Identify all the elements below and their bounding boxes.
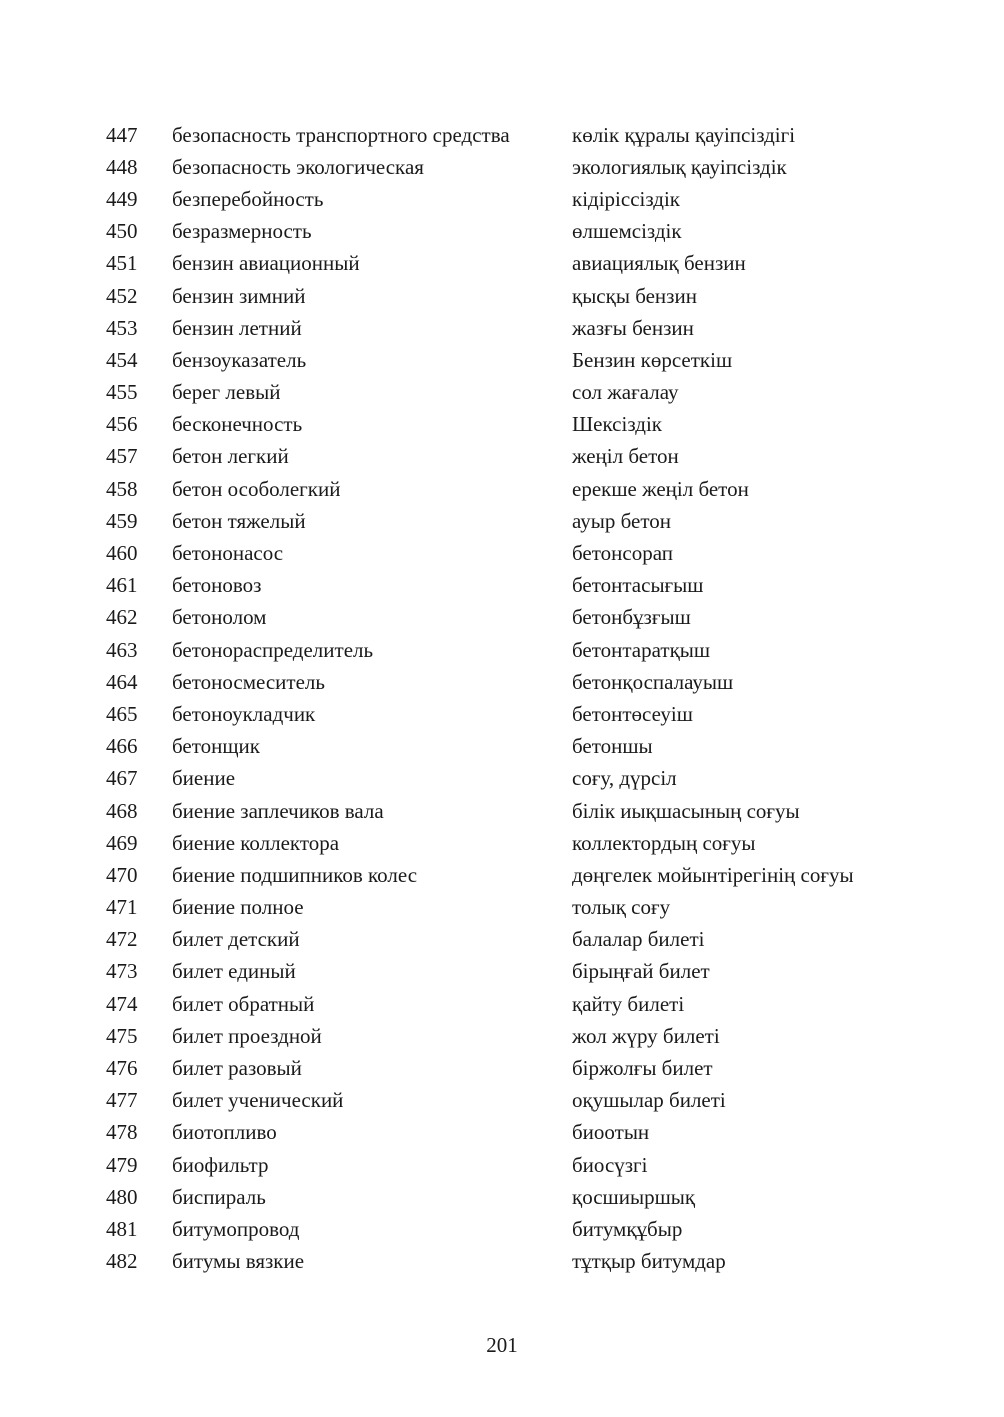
russian-term: безразмерность bbox=[172, 219, 312, 244]
russian-term: билет единый bbox=[172, 959, 296, 984]
entry-number: 447 bbox=[106, 122, 138, 147]
entry-number: 466 bbox=[106, 734, 138, 759]
entry-number: 456 bbox=[106, 412, 138, 437]
russian-term: биение полное bbox=[172, 895, 304, 920]
kazakh-term: экологиялық қауіпсіздік bbox=[572, 154, 787, 179]
russian-term: бетонщик bbox=[172, 734, 260, 759]
glossary-entry bbox=[106, 859, 906, 891]
glossary-entry bbox=[106, 795, 906, 827]
russian-term: безопасность экологическая bbox=[172, 154, 424, 179]
entry-number: 457 bbox=[106, 444, 138, 469]
glossary-entry bbox=[106, 280, 906, 312]
entry-number: 469 bbox=[106, 830, 138, 855]
russian-term: бетон тяжелый bbox=[172, 508, 306, 533]
glossary-entry bbox=[106, 956, 906, 988]
russian-term: биотопливо bbox=[172, 1120, 277, 1145]
russian-term: биение подшипников колес bbox=[172, 862, 418, 887]
kazakh-term: кідіріссіздік bbox=[572, 186, 681, 211]
kazakh-term: балалар билеті bbox=[572, 927, 705, 952]
entry-number: 467 bbox=[106, 766, 138, 791]
glossary-entry bbox=[106, 441, 906, 473]
page-number: 201 bbox=[486, 1333, 518, 1357]
russian-term: бензин летний bbox=[172, 315, 302, 340]
entry-number: 475 bbox=[106, 1023, 138, 1048]
russian-term: билет детский bbox=[172, 927, 300, 952]
kazakh-term: бетонтөсеуіш bbox=[572, 701, 693, 726]
glossary-entry bbox=[106, 924, 906, 956]
entry-number: 461 bbox=[106, 573, 138, 598]
kazakh-term: жеңіл бетон bbox=[572, 444, 679, 469]
russian-term: бетонолом bbox=[172, 605, 267, 630]
kazakh-term: бетоншы bbox=[572, 734, 653, 759]
kazakh-term: бетонсорап bbox=[572, 541, 673, 566]
entry-number: 479 bbox=[106, 1152, 138, 1177]
kazakh-term: бетонбұзғыш bbox=[572, 605, 691, 630]
russian-term: билет проездной bbox=[172, 1023, 322, 1048]
russian-term: битумы вязкие bbox=[172, 1249, 305, 1274]
kazakh-term: жол жүру билеті bbox=[572, 1023, 720, 1048]
russian-term: биспираль bbox=[172, 1184, 266, 1209]
glossary-entry bbox=[106, 377, 906, 409]
russian-term: билет обратный bbox=[172, 991, 315, 1016]
glossary-entry bbox=[106, 763, 906, 795]
glossary-entry bbox=[106, 151, 906, 183]
entry-number: 470 bbox=[106, 862, 138, 887]
kazakh-term: дөңгелек мойынтірегінің соғуы bbox=[572, 862, 854, 887]
entry-number: 476 bbox=[106, 1056, 138, 1081]
kazakh-term: биосүзгі bbox=[572, 1152, 648, 1177]
entry-number: 449 bbox=[106, 186, 138, 211]
entry-number: 451 bbox=[106, 251, 138, 276]
entry-number: 460 bbox=[106, 541, 138, 566]
kazakh-term: бірыңғай билет bbox=[572, 959, 710, 984]
glossary-list bbox=[106, 119, 906, 1278]
kazakh-term: бетонтаратқыш bbox=[572, 637, 711, 662]
glossary-entry bbox=[106, 344, 906, 376]
kazakh-term: Бензин көрсеткіш bbox=[572, 347, 733, 372]
kazakh-term: бетонқоспалауыш bbox=[572, 669, 734, 694]
glossary-entry bbox=[106, 698, 906, 730]
entry-number: 458 bbox=[106, 476, 138, 501]
glossary-entry bbox=[106, 1085, 906, 1117]
glossary-entry bbox=[106, 505, 906, 537]
glossary-entry bbox=[106, 827, 906, 859]
glossary-entry bbox=[106, 731, 906, 763]
kazakh-term: қайту билеті bbox=[572, 991, 685, 1016]
russian-term: биение коллектора bbox=[172, 830, 340, 855]
kazakh-term: көлік құралы қауіпсіздігі bbox=[572, 122, 796, 147]
entry-number: 471 bbox=[106, 895, 138, 920]
entry-number: 454 bbox=[106, 347, 138, 372]
entry-number: 477 bbox=[106, 1088, 138, 1113]
russian-term: бетон особолегкий bbox=[172, 476, 341, 501]
kazakh-term: біржолғы билет bbox=[572, 1056, 713, 1081]
russian-term: бетоновоз bbox=[172, 573, 262, 598]
entry-number: 474 bbox=[106, 991, 138, 1016]
entry-number: 481 bbox=[106, 1216, 138, 1241]
russian-term: безопасность транспортного средства bbox=[172, 122, 510, 147]
russian-term: бетонораспределитель bbox=[172, 637, 374, 662]
glossary-entry bbox=[106, 216, 906, 248]
entry-number: 463 bbox=[106, 637, 138, 662]
glossary-entry bbox=[106, 1020, 906, 1052]
glossary-entry bbox=[106, 312, 906, 344]
kazakh-term: тұтқыр битумдар bbox=[572, 1249, 726, 1274]
entry-number: 465 bbox=[106, 701, 138, 726]
russian-term: бензоуказатель bbox=[172, 347, 307, 372]
glossary-entry bbox=[106, 248, 906, 280]
entry-number: 473 bbox=[106, 959, 138, 984]
glossary-entry bbox=[106, 409, 906, 441]
glossary-entry bbox=[106, 570, 906, 602]
glossary-entry bbox=[106, 1181, 906, 1213]
entry-number: 450 bbox=[106, 219, 138, 244]
kazakh-term: ерекше жеңіл бетон bbox=[572, 476, 749, 501]
russian-term: бетон легкий bbox=[172, 444, 289, 469]
entry-number: 462 bbox=[106, 605, 138, 630]
russian-term: бензин авиационный bbox=[172, 251, 360, 276]
glossary-entry bbox=[106, 1246, 906, 1278]
glossary-entry bbox=[106, 892, 906, 924]
kazakh-term: ауыр бетон bbox=[572, 508, 671, 533]
kazakh-term: биоотын bbox=[572, 1120, 650, 1145]
glossary-entry bbox=[106, 1213, 906, 1245]
glossary-entry bbox=[106, 1149, 906, 1181]
russian-term: биофильтр bbox=[172, 1152, 269, 1177]
glossary-entry bbox=[106, 1117, 906, 1149]
glossary-entry bbox=[106, 537, 906, 569]
entry-number: 482 bbox=[106, 1249, 138, 1274]
russian-term: биение заплечиков вала bbox=[172, 798, 384, 823]
russian-term: бесконечность bbox=[172, 412, 303, 437]
russian-term: битумопровод bbox=[172, 1216, 300, 1241]
kazakh-term: қосшиыршық bbox=[572, 1184, 696, 1209]
entry-number: 478 bbox=[106, 1120, 138, 1145]
glossary-entry bbox=[106, 634, 906, 666]
entry-number: 455 bbox=[106, 380, 138, 405]
russian-term: билет ученический bbox=[172, 1088, 344, 1113]
entry-number: 464 bbox=[106, 669, 138, 694]
kazakh-term: білік иықшасының соғуы bbox=[572, 798, 800, 823]
glossary-entry bbox=[106, 119, 906, 151]
kazakh-term: соғу, дүрсіл bbox=[572, 766, 677, 791]
russian-term: бензин зимний bbox=[172, 283, 306, 308]
kazakh-term: өлшемсіздік bbox=[572, 219, 682, 244]
russian-term: бетоноукладчик bbox=[172, 701, 316, 726]
glossary-entry bbox=[106, 666, 906, 698]
kazakh-term: коллектордың соғуы bbox=[572, 830, 756, 855]
kazakh-term: қысқы бензин bbox=[572, 283, 697, 308]
entry-number: 452 bbox=[106, 283, 138, 308]
entry-number: 468 bbox=[106, 798, 138, 823]
entry-number: 448 bbox=[106, 154, 138, 179]
kazakh-term: Шексіздік bbox=[572, 412, 662, 437]
glossary-entry bbox=[106, 473, 906, 505]
kazakh-term: авиациялық бензин bbox=[572, 251, 746, 276]
entry-number: 472 bbox=[106, 927, 138, 952]
kazakh-term: битумқұбыр bbox=[572, 1216, 683, 1241]
entry-number: 453 bbox=[106, 315, 138, 340]
kazakh-term: жазғы бензин bbox=[572, 315, 694, 340]
russian-term: берег левый bbox=[172, 380, 281, 405]
entry-number: 480 bbox=[106, 1184, 138, 1209]
russian-term: безперебойность bbox=[172, 186, 324, 211]
kazakh-term: сол жағалау bbox=[572, 380, 679, 405]
entry-number: 459 bbox=[106, 508, 138, 533]
glossary-entry bbox=[106, 602, 906, 634]
russian-term: билет разовый bbox=[172, 1056, 302, 1081]
glossary-entry bbox=[106, 183, 906, 215]
glossary-entry bbox=[106, 1052, 906, 1084]
kazakh-term: оқушылар билеті bbox=[572, 1088, 726, 1113]
kazakh-term: бетонтасығыш bbox=[572, 573, 704, 598]
russian-term: бетононасос bbox=[172, 541, 284, 566]
russian-term: биение bbox=[172, 766, 236, 791]
russian-term: бетоносмеситель bbox=[172, 669, 325, 694]
kazakh-term: толық соғу bbox=[572, 895, 671, 920]
glossary-entry bbox=[106, 988, 906, 1020]
